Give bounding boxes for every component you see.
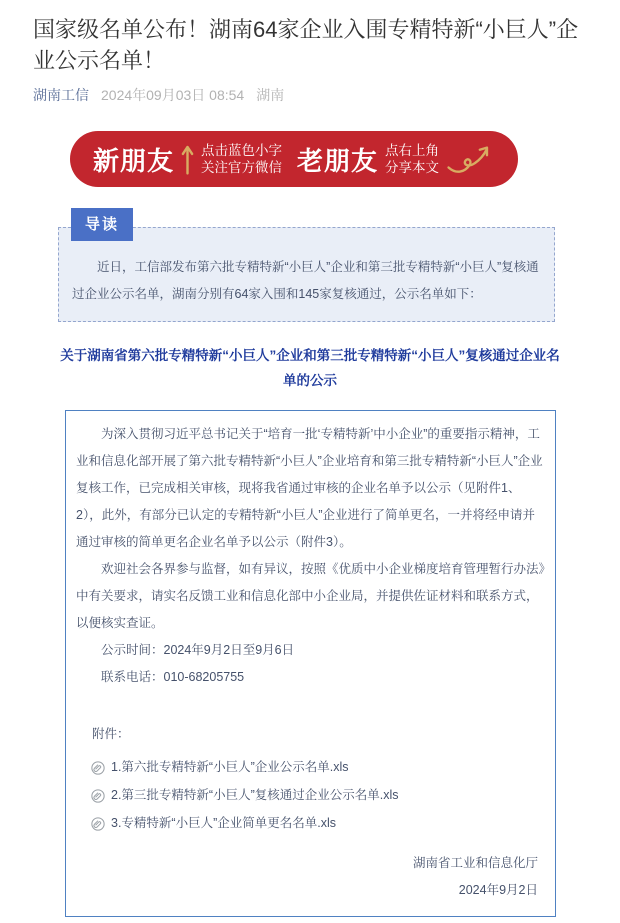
banner-old-friends-label: 老朋友: [297, 145, 379, 176]
attachment-item[interactable]: [91, 815, 545, 832]
up-arrow-icon: [181, 143, 194, 176]
banner-new-friends-tip: 点击蓝色小字 关注官方微信: [201, 142, 282, 176]
notice-paragraph-2: 欢迎社会各界参与监督，如有异议，按照《优质中小企业梯度培育管理暂行办法》中有关要求，请实名反馈工业和信息化部中小企业局，并提供佐证材料和联系方式，以便核实查证。: [76, 562, 545, 631]
sign-date: 2024年9月2日: [458, 883, 538, 898]
byline: [33, 85, 587, 105]
publish-date: 2024年09月03日 08:54: [101, 87, 245, 104]
publicity-period: 公示时间：2024年9月2日至9月6日: [101, 643, 295, 658]
attachment-icon: [91, 789, 105, 803]
notice-title: 关于湖南省第六批专精特新“小巨人”企业和第三批专精特新“小巨人”复核通过企业名单的公示: [60, 348, 560, 389]
notice-paragraph-1: 为深入贯彻习近平总书记关于“培育一批‘专精特新’中小企业”的重要指示精神，工业和信息化部开展了第六批专精特新“小巨人”企业培育和第三批专精特新“小巨人”企业复核工作，已完成相关审核，现将我省通过审核的企业名单予以公示（见附件1、2），此外，有部分已认定的专精特新“小巨人”企业进行了简单更名，一并将经申请并通过审核的简单更名企业名单予以公示（附件3）。: [76, 427, 543, 550]
intro-badge: 导读: [71, 208, 133, 241]
account-name-link[interactable]: 湖南工信: [33, 87, 89, 104]
publish-location: 湖南: [256, 87, 285, 104]
spacer: [76, 691, 545, 721]
attachment-link-3[interactable]: 3.专精特新“小巨人”企业简单更名名单.xls: [111, 816, 337, 831]
signer-name: 湖南省工业和信息化厅: [412, 856, 538, 871]
banner-new-friends-label: 新朋友: [92, 145, 174, 176]
intro-section: [58, 216, 555, 322]
signature-block: [76, 850, 545, 904]
attachment-icon: [91, 761, 105, 775]
attachment-link-2[interactable]: 2.第三批专精特新“小巨人”复核通过企业公示名单.xls: [111, 788, 399, 803]
article-page: [0, 14, 620, 917]
notice-box: [65, 410, 556, 917]
attachments-label: 附件：: [92, 727, 130, 742]
contact-phone: 联系电话：010-68205755: [101, 670, 245, 685]
intro-box: [58, 227, 555, 322]
article-title: 国家级名单公布！湖南64家企业入围专精特新“小巨人”企业公示名单！: [33, 17, 579, 74]
curly-share-arrow-icon: [446, 142, 495, 176]
attachment-item[interactable]: [91, 759, 545, 776]
follow-banner: [70, 131, 518, 187]
attachment-icon: [91, 817, 105, 831]
intro-text: 近日，工信部发布第六批专精特新“小巨人”企业和第三批专精特新“小巨人”复核通过企业公示名单，湖南分别有64家入围和145家复核通过，公示名单如下：: [72, 260, 539, 302]
banner-old-friends-tip: 点右上角 分享本文: [385, 142, 440, 176]
attachment-link-1[interactable]: 1.第六批专精特新“小巨人”企业公示名单.xls: [111, 760, 349, 775]
